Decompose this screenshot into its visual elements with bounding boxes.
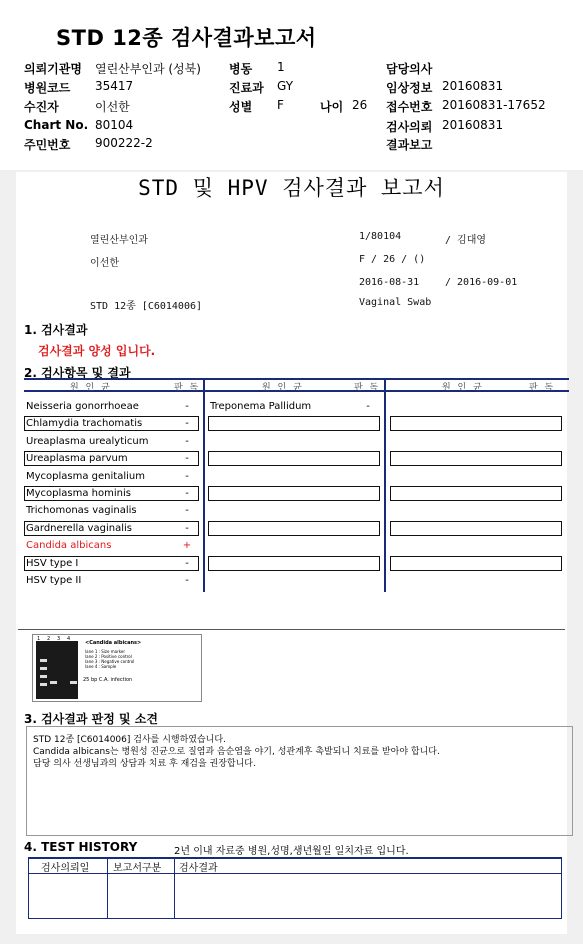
gel-band [40, 675, 47, 678]
col2-judgement-header: 판 독 [354, 383, 381, 393]
chart-no-value: 80104 [95, 118, 134, 132]
organism-result: - [185, 418, 189, 430]
empty-result-box [208, 416, 380, 431]
empty-result-box [208, 486, 380, 501]
patient-label: 수진자 [24, 100, 59, 114]
organism-result: - [185, 557, 189, 569]
clinic-name: 열린산부인과 [90, 235, 148, 246]
date-received: 2016-08-31 [359, 277, 420, 288]
section3-heading: 3. 검사결과 판정 및 소견 [24, 712, 158, 726]
lane-2-label: 2 [47, 636, 51, 642]
specimen: Vaginal Swab [359, 297, 432, 308]
gel-band [40, 667, 47, 670]
section4-heading: 4. TEST HISTORY [24, 840, 138, 854]
organism-result: - [185, 470, 189, 482]
age-label: 나이 [320, 100, 344, 114]
col2-organism-header: 원 인 균 [262, 383, 304, 393]
report-title: STD 및 HPV 검사결과 보고서 [138, 176, 445, 200]
patient-value: 이선한 [95, 100, 130, 114]
gel-lanes [36, 641, 78, 699]
empty-result-box [390, 416, 562, 431]
organism-result: + [182, 540, 192, 552]
ward-value: 1 [277, 60, 285, 74]
receipt-no-value: 20160831-17652 [442, 98, 546, 112]
gel-electrophoresis-image [32, 634, 202, 702]
report-sheet [16, 172, 567, 934]
col3-judgement-header: 판 독 [529, 383, 556, 393]
organism-name: Neisseria gonorrhoeae [26, 401, 139, 412]
chart-no-label: Chart No. [24, 118, 89, 132]
col3-organism-header: 원 인 균 [442, 383, 484, 393]
lane-4-label: 4 [67, 636, 71, 642]
history-note: 2년 이내 자료중 병원,성명,생년월일 일치자료 입니다. [174, 846, 409, 857]
receipt-no-label: 접수번호 [386, 100, 433, 114]
organism-result-treponema: - [366, 401, 370, 412]
chart-ref: 1/80104 [359, 231, 402, 242]
organism-result: - [185, 505, 189, 517]
organism-name: HSV type II [26, 575, 82, 586]
department-value: GY [277, 79, 294, 93]
clinical-info-label: 임상정보 [386, 81, 433, 95]
resident-no-label: 주민번호 [24, 138, 71, 152]
sex-value: F [277, 98, 284, 112]
patient-name: 이선한 [90, 258, 119, 269]
column-divider [384, 378, 386, 592]
gel-legend-4: lane 4 : Sample [85, 664, 117, 669]
gel-band-label: 25 bp C.A. infection [83, 677, 133, 683]
section1-heading: 1. 검사결과 [24, 323, 88, 337]
empty-result-box [390, 556, 562, 571]
history-column-divider [107, 859, 108, 919]
gel-band [70, 681, 77, 684]
comment-line-1: STD 12종 [C6014006] 검사를 시행하였습니다. [33, 735, 226, 745]
result-report-label: 결과보고 [386, 138, 433, 152]
page-title: STD 12종 검사결과보고서 [56, 26, 317, 50]
empty-result-box [390, 486, 562, 501]
history-col-request-date: 검사의뢰일 [41, 863, 90, 874]
col-organism-header: 원 인 균 [70, 383, 112, 393]
organism-name: Gardnerella vaginalis [26, 522, 132, 534]
institution-label: 의뢰기관명 [24, 62, 82, 76]
organism-name: Ureaplasma parvum [26, 453, 128, 465]
divider [18, 629, 565, 630]
empty-result-box [208, 451, 380, 466]
organism-result: - [185, 488, 189, 499]
date-reported: / 2016-09-01 [445, 277, 518, 288]
request-date-label: 검사의뢰 [386, 120, 433, 134]
clinical-info-value: 20160831 [442, 79, 504, 93]
age-value: 26 [352, 98, 368, 112]
organism-name: Chlamydia trachomatis [26, 418, 143, 430]
test-name: STD 12종 [C6014006] [90, 301, 203, 312]
section2-heading: 2. 검사항목 및 결과 [24, 366, 131, 380]
request-date-value: 20160831 [442, 118, 504, 132]
hospital-code-value: 35417 [95, 79, 134, 93]
ward-label: 병동 [229, 62, 253, 76]
empty-result-box [390, 521, 562, 536]
organism-result: - [185, 522, 189, 534]
empty-result-box [208, 521, 380, 536]
sex-label: 성별 [229, 100, 253, 114]
history-table [28, 857, 562, 919]
institution-value: 열린산부인과 (성북) [95, 62, 201, 76]
organism-name-treponema: Treponema Pallidum [210, 401, 312, 412]
organism-name: Mycoplasma genitalium [26, 470, 145, 482]
gel-band [50, 681, 57, 684]
empty-result-box [390, 451, 562, 466]
gel-legend-2: lane 2 : Positive control [85, 654, 132, 659]
organism-result: - [185, 453, 189, 465]
gel-band [40, 683, 47, 686]
organism-result: - [185, 401, 189, 412]
gel-legend-1: lane 1 : Size marker [85, 649, 126, 654]
history-col-report-type: 보고서구분 [113, 863, 162, 874]
comment-line-3: 담당 의사 선생님과의 상담과 치료 후 재검을 권장합니다. [33, 759, 256, 769]
gel-band [40, 659, 47, 662]
lane-3-label: 3 [57, 636, 61, 642]
organism-result: - [185, 435, 189, 447]
history-header-row [29, 859, 561, 874]
doctor-label: 담당의사 [386, 62, 433, 76]
column-divider [203, 378, 205, 592]
organism-name: Mycoplasma hominis [26, 488, 131, 499]
col-judgement-header: 판 독 [174, 383, 201, 393]
organism-name: Candida albicans [26, 540, 112, 552]
doctor-name: / 김대영 [445, 235, 487, 246]
organism-name: Trichomonas vaginalis [26, 505, 137, 517]
result-summary: 검사결과 양성 입니다. [38, 344, 156, 358]
hospital-code-label: 병원코드 [24, 81, 71, 95]
department-label: 진료과 [229, 81, 264, 95]
organism-result: - [185, 575, 189, 586]
history-col-result: 검사결과 [179, 863, 218, 874]
lane-1-label: 1 [37, 636, 41, 642]
comment-line-2: Candida albicans는 병원성 진균으로 질염과 음순염을 야기, 성관계후 촉발되니 치료를 받아야 합니다. [33, 747, 440, 757]
comment-box [26, 726, 573, 836]
history-column-divider [174, 859, 175, 919]
gel-legend-3: lane 3 : Negative control [85, 659, 135, 664]
empty-result-box [208, 556, 380, 571]
organism-name: HSV type I [26, 557, 79, 569]
resident-no-value: 900222-2 [95, 136, 153, 150]
report-header [0, 0, 583, 170]
gel-title: <Candida albicans> [85, 640, 142, 646]
organism-name: Ureaplasma urealyticum [26, 435, 149, 447]
results-grid-header [24, 378, 569, 392]
sex-age: F / 26 / () [359, 254, 426, 265]
